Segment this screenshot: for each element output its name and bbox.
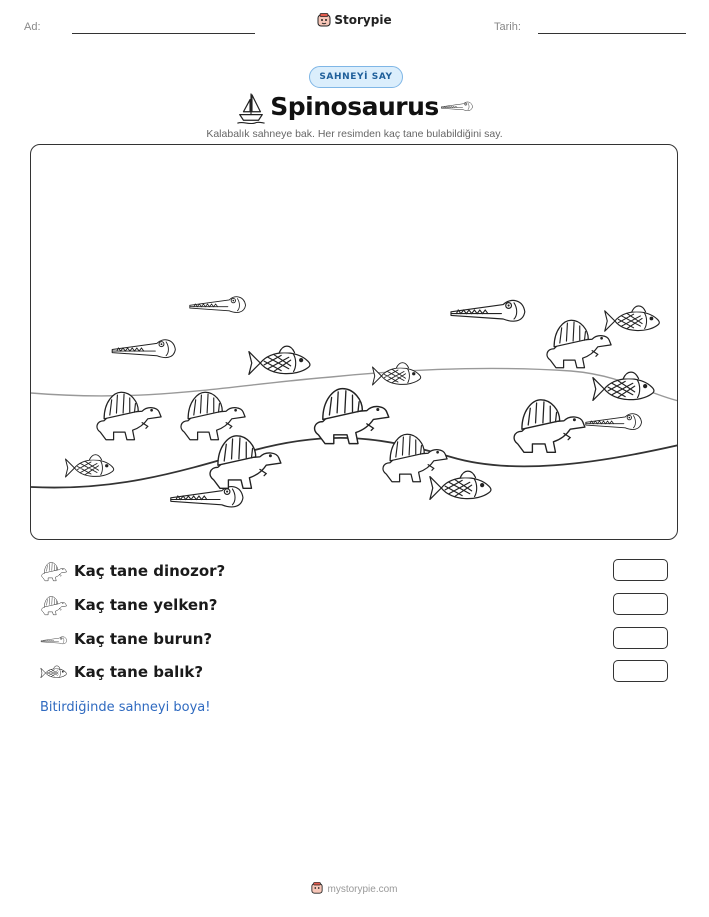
snout-icon [171, 487, 243, 507]
question-text: Kaç tane dinozor? [74, 562, 226, 580]
storypie-logo-icon [317, 13, 331, 27]
fish-icon [605, 306, 660, 331]
storypie-logo-icon [311, 882, 323, 894]
spinosaurus-icon [514, 400, 585, 453]
snout-icon [451, 300, 525, 321]
fish-icon [373, 363, 421, 385]
ground-line [31, 438, 678, 488]
spinosaurus-icon [315, 389, 389, 444]
brand-name: Storypie [334, 13, 392, 27]
snout-icon [586, 414, 642, 430]
answer-box[interactable] [613, 559, 668, 581]
fish-icon [66, 455, 114, 477]
scene-illustration[interactable] [31, 145, 678, 540]
site-url[interactable]: mystorypie.com [327, 884, 398, 895]
scene-frame [30, 144, 678, 540]
snout-icon [190, 297, 246, 313]
spinosaurus-icon [547, 320, 611, 368]
name-label: Ad: [24, 21, 41, 33]
sail-icon [40, 595, 68, 617]
question-text: Kaç tane yelken? [74, 596, 218, 614]
site-footer [0, 882, 709, 895]
question-text: Kaç tane burun? [74, 630, 213, 648]
activity-badge: SAHNEYİ SAY [309, 66, 403, 88]
brand [0, 13, 709, 27]
date-line[interactable] [538, 33, 686, 34]
snout-icon [40, 629, 68, 651]
sailboat-icon [236, 92, 266, 124]
dinosaur-icon [40, 561, 68, 583]
answer-box[interactable] [613, 660, 668, 682]
snout-icon [112, 340, 175, 358]
coloring-note: Bitirdiğinde sahneyi boya! [40, 700, 211, 715]
instruction: Kalabalık sahneye bak. Her resimden kaç tane bulabildiğini say. [206, 128, 503, 140]
name-line[interactable] [72, 33, 255, 34]
spinosaurus-icon [97, 392, 161, 440]
question-text: Kaç tane balık? [74, 663, 204, 681]
answer-box[interactable] [613, 593, 668, 615]
fish-icon [249, 346, 310, 374]
page-title: Spinosaurus [270, 92, 439, 121]
spinosaurus-icon [181, 392, 245, 440]
snout-icon [440, 99, 474, 113]
date-label: Tarih: [494, 21, 521, 33]
fish-icon [40, 662, 68, 684]
spinosaurus-icon [210, 436, 281, 489]
answer-box[interactable] [613, 627, 668, 649]
fish-icon [430, 471, 491, 499]
spinosaurus-icon [383, 434, 447, 482]
